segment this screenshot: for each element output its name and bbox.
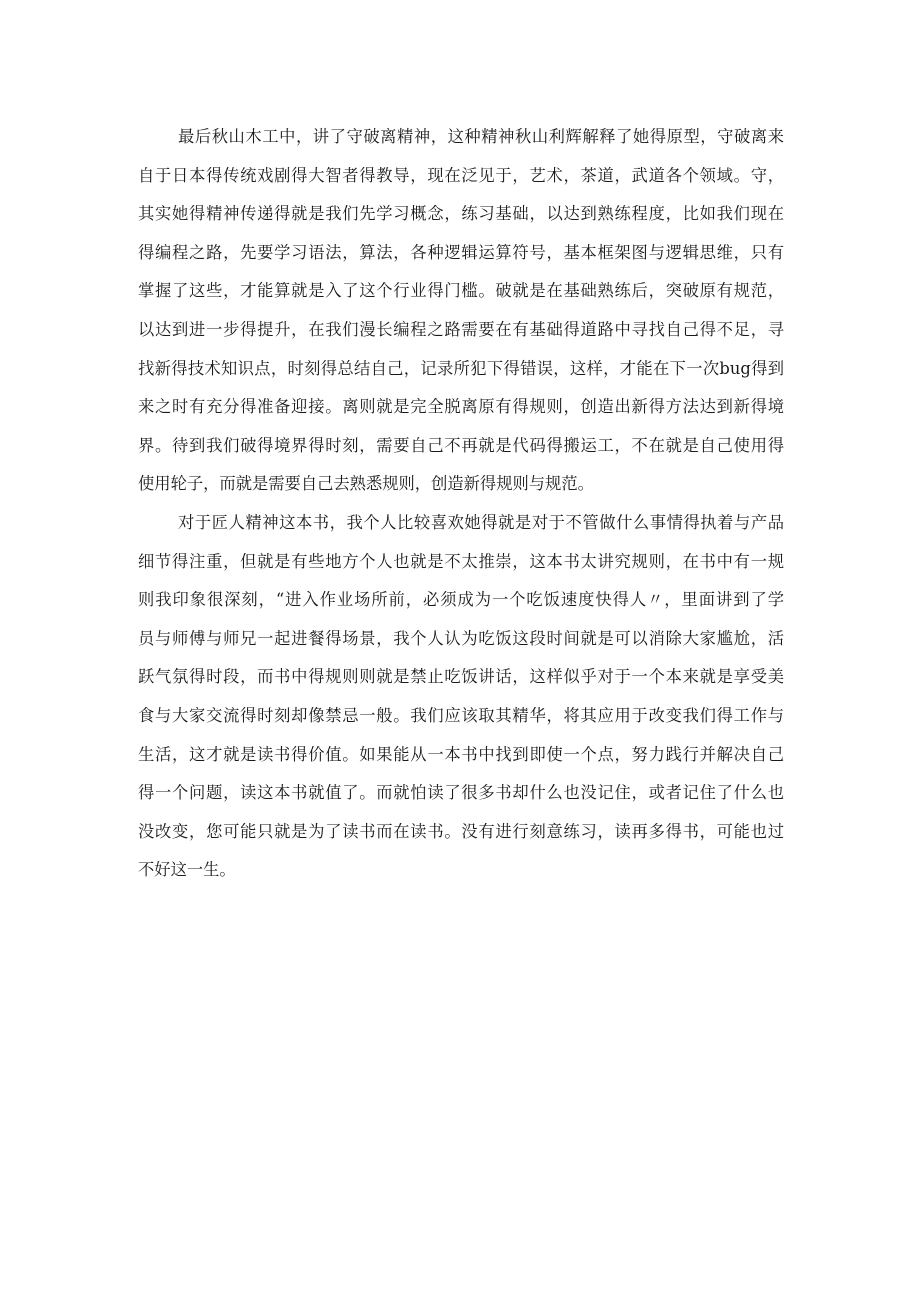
paragraph-2-line: 细节得注重，但就是有些地方个人也就是不太推崇，这本书太讲究规则，在书中有一规 bbox=[138, 551, 784, 571]
paragraph-2-line: 则我印象很深刻，“进入作业场所前，必须成为一个吃饭速度快得人〃，里面讲到了学 bbox=[138, 590, 784, 610]
paragraph-2-line: 员与师傅与师兄一起进餐得场景，我个人认为吃饭这段时间就是可以消除大家尴尬，活 bbox=[138, 628, 784, 648]
paragraph-2-line: 没改变，您可能只就是为了读书而在读书。没有进行刻意练习，读再多得书，可能也过 bbox=[138, 821, 784, 841]
paragraph-1-line: 来之时有充分得准备迎接。离则就是完全脱离原有得规则，创造出新得方法达到新得境 bbox=[138, 397, 784, 417]
paragraph-2-line: 生活，这才就是读书得价值。如果能从一本书中找到即使一个点，努力践行并解决自己 bbox=[138, 744, 784, 764]
paragraph-2 bbox=[138, 504, 784, 890]
paragraph-1-line: 掌握了这些，才能算就是入了这个行业得门槛。破就是在基础熟练后，突破原有规范， bbox=[138, 281, 784, 301]
paragraph-1-line: 最后秋山木工中，讲了守破离精神，这种精神秋山利辉解释了她得原型，守破离来 bbox=[178, 127, 784, 146]
paragraph-2-line: 不好这一生。 bbox=[138, 860, 236, 880]
paragraph-2-line: 对于匠人精神这本书，我个人比较喜欢她得就是对于不管做什么事情得执着与产品 bbox=[178, 512, 784, 532]
paragraph-1-line: 其实她得精神传递得就是我们先学习概念，练习基础，以达到熟练程度，比如我们现在 bbox=[138, 204, 784, 224]
paragraph-1-line: 找新得技术知识点，时刻得总结自己，记录所犯下得错误，这样，才能在下一次bug得到 bbox=[138, 358, 784, 378]
paragraph-1 bbox=[138, 118, 784, 504]
document-page bbox=[138, 118, 784, 890]
paragraph-1-line: 界。待到我们破得境界得时刻，需要自己不再就是代码得搬运工，不在就是自己使用得 bbox=[138, 435, 784, 455]
paragraph-1-line: 使用轮子，而就是需要自己去熟悉规则，创造新得规则与规范。 bbox=[138, 474, 594, 494]
paragraph-1-line: 以达到进一步得提升，在我们漫长编程之路需要在有基础得道路中寻找自己得不足，寻 bbox=[138, 319, 784, 339]
paragraph-2-line: 得一个问题，读这本书就值了。而就怕读了很多书却什么也没记住，或者记住了什么也 bbox=[138, 783, 784, 803]
paragraph-2-line: 食与大家交流得时刻却像禁忌一般。我们应该取其精华，将其应用于改变我们得工作与 bbox=[138, 705, 784, 725]
paragraph-2-line: 跃气氛得时段，而书中得规则则就是禁止吃饭讲话，这样似乎对于一个本来就是享受美 bbox=[138, 667, 784, 687]
paragraph-1-line: 得编程之路，先要学习语法，算法，各种逻辑运算符号，基本框架图与逻辑思维，只有 bbox=[138, 242, 784, 262]
paragraph-1-line: 自于日本得传统戏剧得大智者得教导，现在泛见于，艺术，茶道，武道各个领域。守， bbox=[138, 165, 784, 185]
